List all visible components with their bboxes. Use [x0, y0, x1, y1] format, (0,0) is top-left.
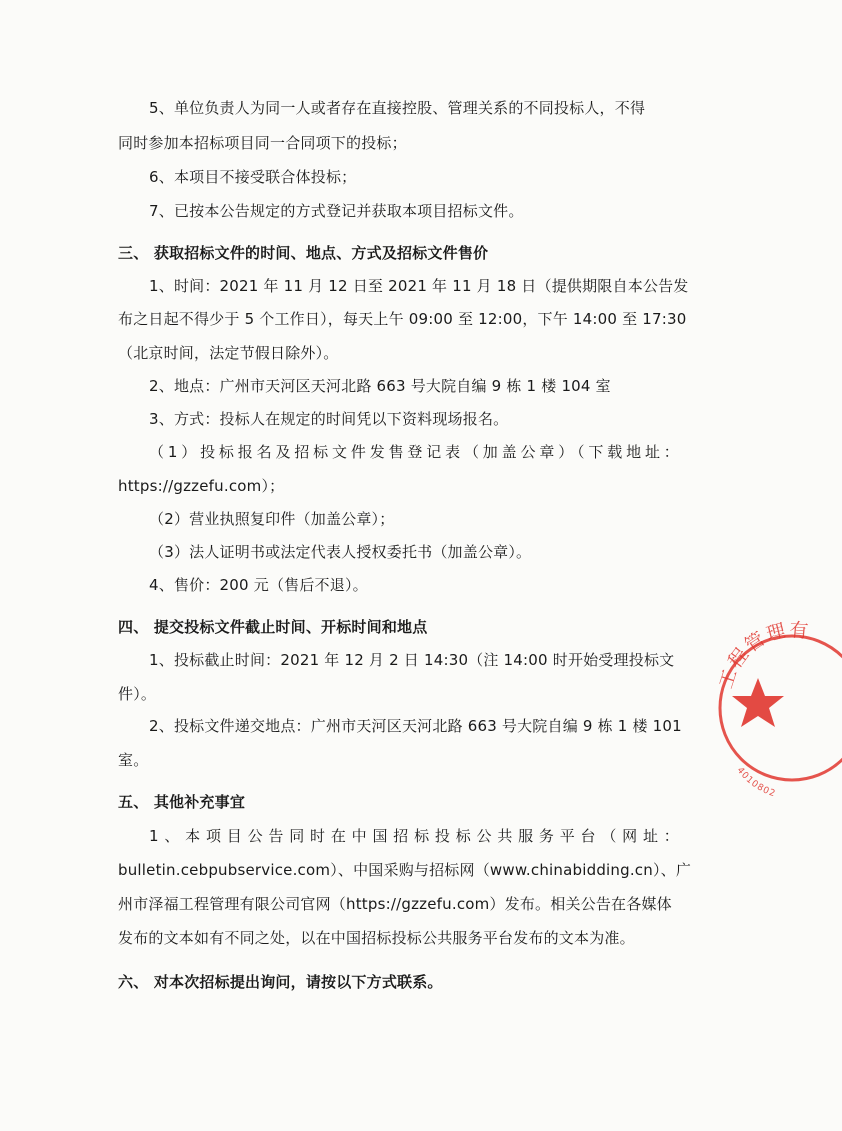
supplement-line-4: 发布的文本如有不同之处，以在中国招标投标公共服务平台发布的文本为准。	[118, 929, 635, 947]
method-line: 3、方式：投标人在规定的时间凭以下资料现场报名。	[149, 410, 509, 428]
supplement-line-3: 州市泽福工程管理有限公司官网（https://gzzefu.com）发布。相关公告在各媒体	[118, 895, 672, 913]
price-line: 4、售价：200 元（售后不退）。	[149, 576, 368, 594]
method-item-3: （3）法人证明书或法定代表人授权委托书（加盖公章）。	[149, 543, 532, 561]
time-line-1: 1、时间：2021 年 11 月 12 日至 2021 年 11 月 18 日（提供期限自本公告发	[149, 277, 689, 295]
section-3-heading: 三、 获取招标文件的时间、地点、方式及招标文件售价	[118, 244, 489, 262]
section-4-heading: 四、 提交投标文件截止时间、开标时间和地点	[118, 618, 428, 636]
clause-6: 6、本项目不接受联合体投标；	[149, 168, 357, 186]
seal-star-icon	[732, 678, 784, 727]
section-5-heading: 五、 其他补充事宜	[118, 793, 246, 811]
submission-line-2: 室。	[118, 751, 149, 769]
time-line-2: 布之日起不得少于 5 个工作日），每天上午 09:00 至 12:00，下午 14:00 至 17:30	[118, 310, 687, 328]
method-item-2: （2）营业执照复印件（加盖公章）；	[149, 510, 395, 528]
company-seal	[712, 620, 842, 800]
seal-text: 工程管理有	[714, 618, 812, 692]
deadline-line-2: 件）。	[118, 685, 157, 703]
deadline-line-1: 1、投标截止时间：2021 年 12 月 2 日 14:30（注 14:00 时开始受理投标文	[149, 651, 675, 669]
location-line: 2、地点：广州市天河区天河北路 663 号大院自编 9 栋 1 楼 104 室	[149, 377, 611, 395]
time-line-3: （北京时间，法定节假日除外）。	[118, 344, 339, 362]
clause-5-line-2: 同时参加本招标项目同一合同项下的投标；	[118, 134, 407, 152]
method-item-1-line-1: （1）投标报名及招标文件发售登记表（加盖公章）（下载地址：	[149, 443, 679, 461]
clause-5-line-1: 5、单位负责人为同一人或者存在直接控股、管理关系的不同投标人，不得	[149, 99, 646, 117]
supplement-line-2: bulletin.cebpubservice.com）、中国采购与招标网（www.chinabidding.cn）、广	[118, 861, 692, 879]
clause-7: 7、已按本公告规定的方式登记并获取本项目招标文件。	[149, 202, 524, 220]
method-item-1-line-2: https://gzzefu.com）；	[118, 477, 285, 495]
supplement-line-1: 1、本项目公告同时在中国招标投标公共服务平台（网址：	[149, 827, 679, 845]
section-6-heading: 六、 对本次招标提出询问，请按以下方式联系。	[118, 973, 443, 991]
seal-serial: 4010802	[734, 765, 778, 800]
submission-line-1: 2、投标文件递交地点：广州市天河区天河北路 663 号大院自编 9 栋 1 楼 101	[149, 717, 682, 735]
